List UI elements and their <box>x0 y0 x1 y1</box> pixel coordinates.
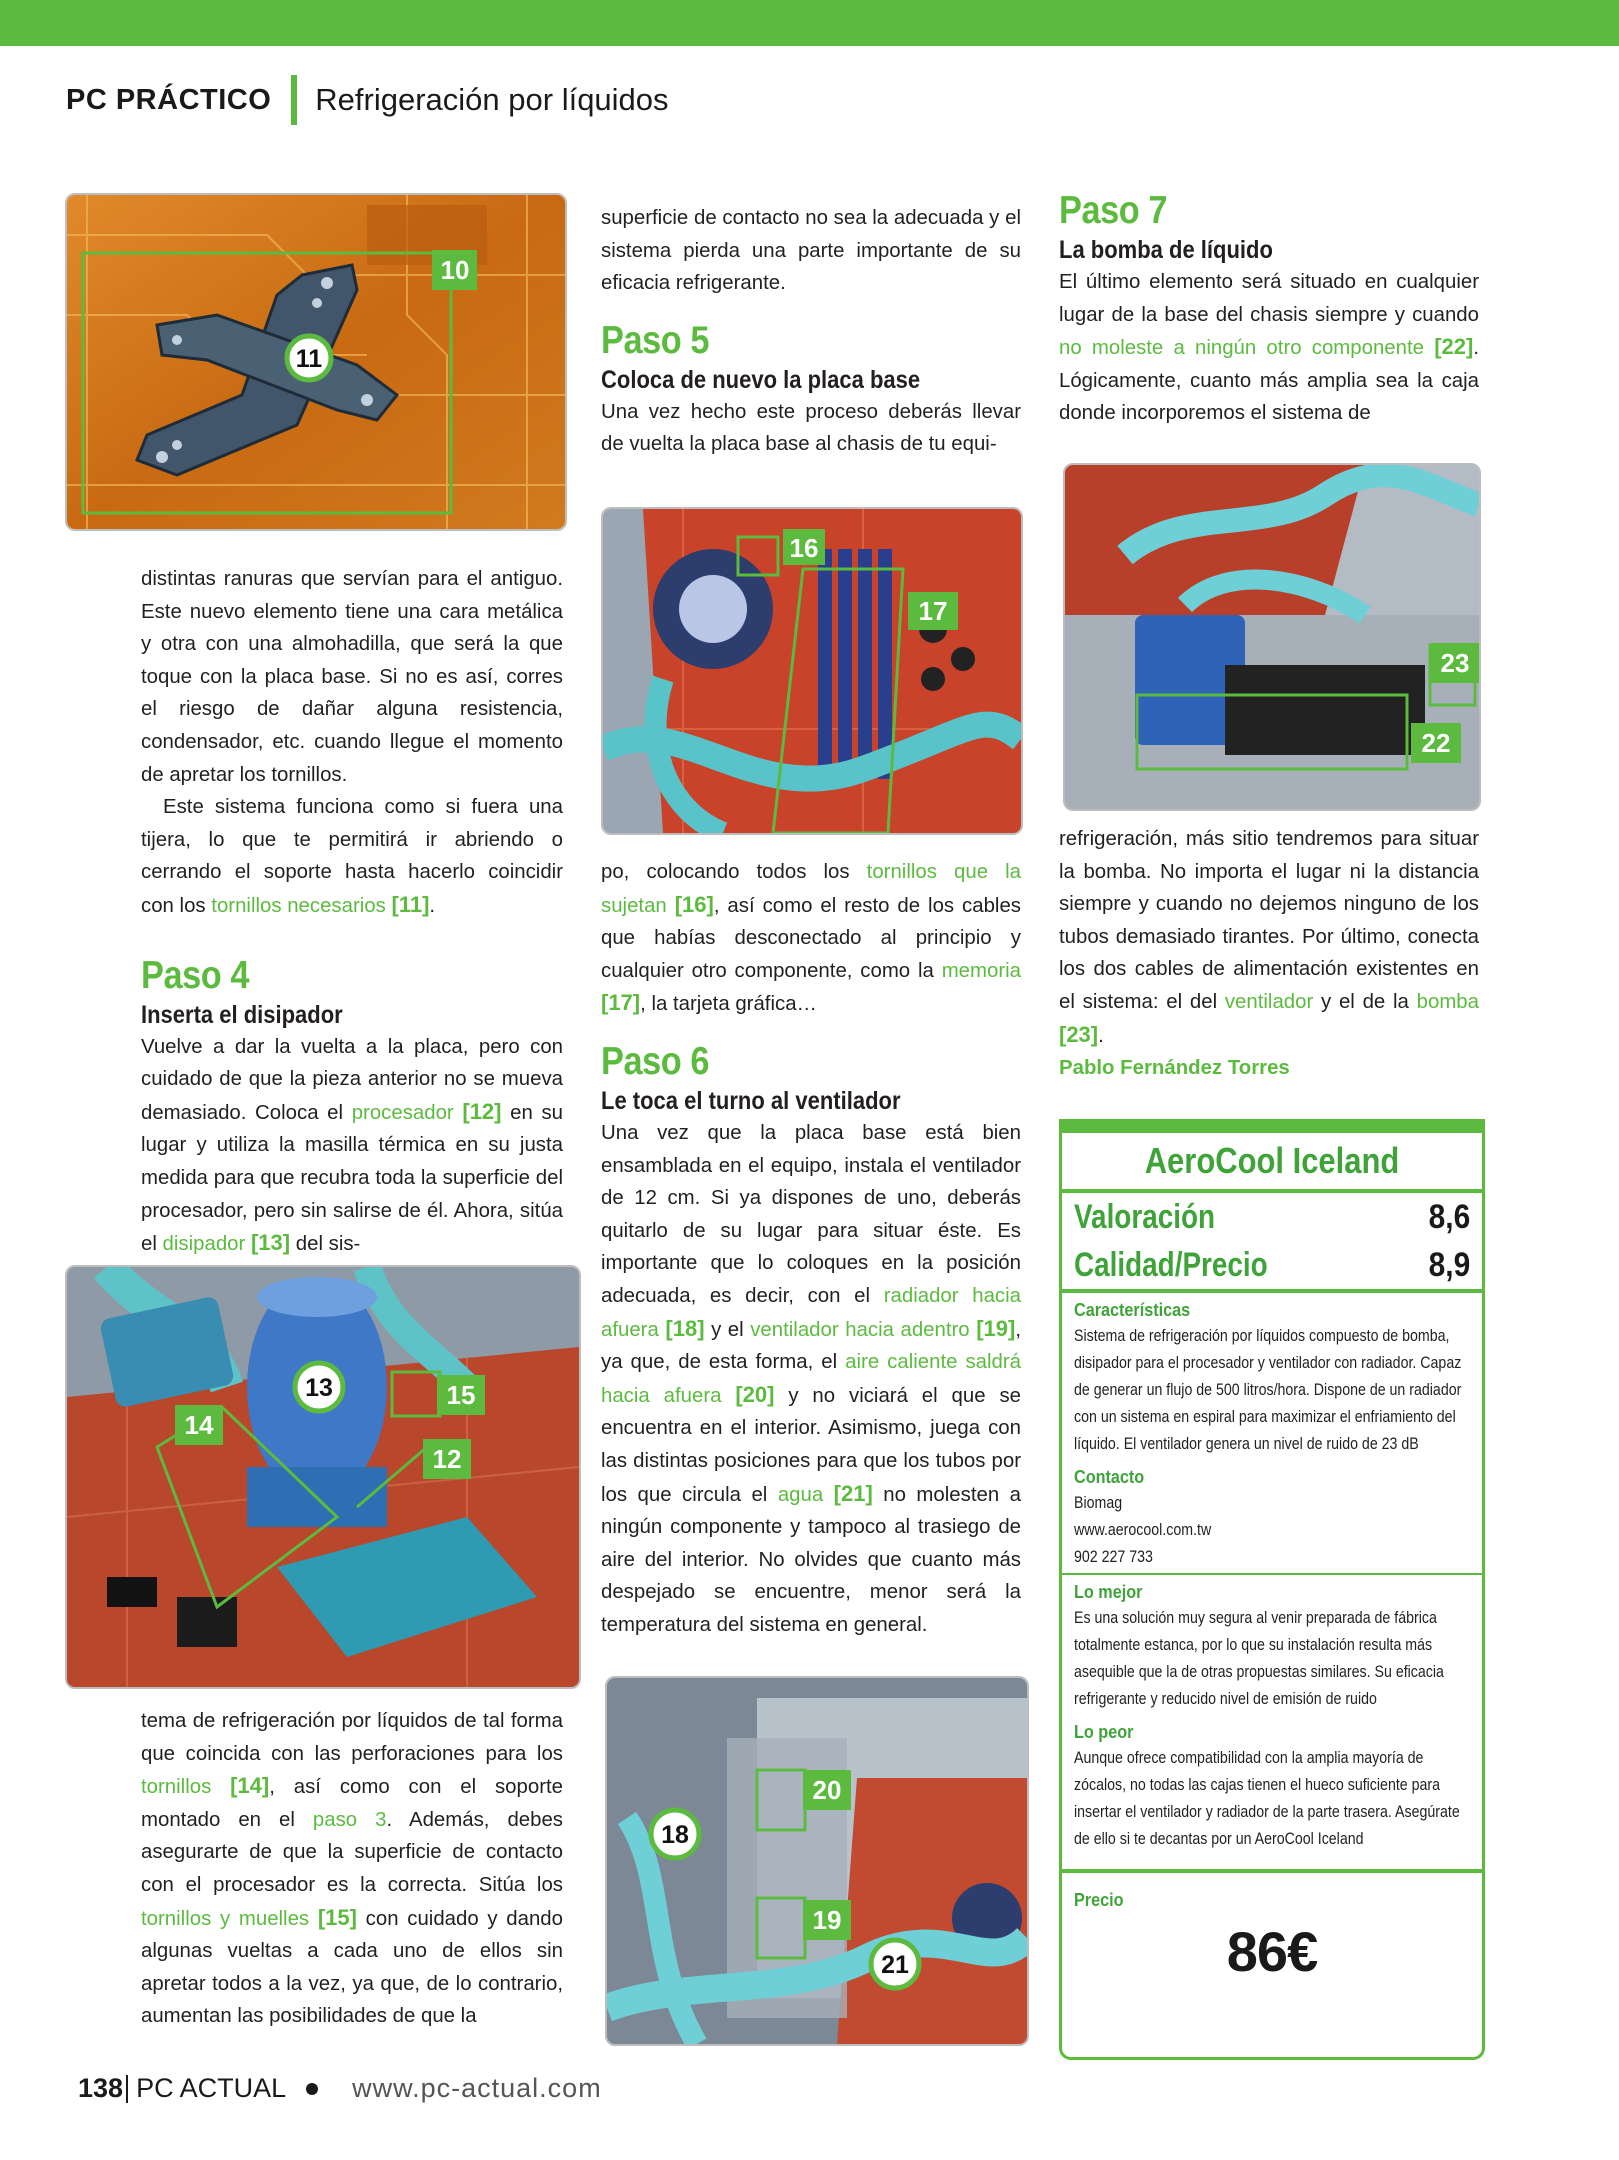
contact-section <box>1062 1460 1482 1573</box>
column-3-lower <box>1059 823 1479 1085</box>
paragraph: Vuelve a dar la vuelta a la placa, pero con cuidado de que la pieza anterior no se mueva demasiado. Coloca el procesador [12] en su lugar y utiliza la masilla térmica en su justa medida para que recubra toda la superficie del procesador, pero sin salirse de él. Ahora, sitúa el disipador [13] del sis- <box>141 1035 564 1256</box>
paragraph: Una vez que la placa base está bien ensamblada en el equipo, instala el ventilador de 12 cm. Si ya dispones de uno, deberás quitarlo de su lugar para situar éste. Es importante que lo coloques en la posición adecuada, es decir, con el radiador hacia afuera [18] y el ventilador hacia adentro [19], ya que, de esta forma, el aire caliente saldrá hacia afuera [20] y no viciará el que se encuentra en el interior. Asimismo, juega con las distintas posiciones para que los tubos por los que circula el agua [21] no molesten a ningún componente y tampoco al trasiego de aire del interior. No olvides que cuanto más despejado se encuentre, menor será la temperatura del sistema en general. <box>601 1121 1022 1636</box>
step-7-subtitle: La bomba de líquido <box>1059 236 1273 264</box>
photo-tag: 20 <box>812 1775 842 1805</box>
photo-tag: 10 <box>440 255 470 285</box>
rating-label: Valoración <box>1074 1198 1216 1236</box>
article-topic: Refrigeración por líquidos <box>315 82 669 117</box>
features-text: Sistema de refrigeración por líquidos compuesto de bomba, disipador para el procesador y ventilador con radiador. Capaz de generar un flujo de 500 litros/hora. Dispone de un radiador con un sistema en espiral para maximizar el enfriamiento del líquido. El ventilador genera un nivel de ruido de 23 dB <box>1074 1327 1462 1453</box>
photo-tag: 13 <box>305 1374 333 1402</box>
page-header <box>66 78 669 122</box>
contact-company: Biomag <box>1074 1494 1123 1512</box>
step-4-title: Paso 4 <box>141 953 250 997</box>
product-name: AeroCool Iceland <box>1144 1140 1400 1181</box>
paragraph: Este sistema funciona como si fuera una tijera, lo que te permitirá ir abriendo o cerrando el soporte hasta hacerlo coincidir con los tornillos necesarios [11]. <box>141 796 563 917</box>
best-title: Lo mejor <box>1074 1582 1143 1602</box>
step-4-subtitle: Inserta el disipador <box>141 1000 343 1029</box>
step-5-subtitle: Coloca de nuevo la placa base <box>601 365 921 394</box>
price-value: 86€ <box>1226 1920 1318 1983</box>
step-5-title: Paso 5 <box>601 318 710 362</box>
column-2-middle <box>601 856 1021 1641</box>
product-box <box>1059 1119 1485 2060</box>
price-section <box>1062 1873 1482 1986</box>
column-1-upper <box>141 563 563 1261</box>
photo-tag: 21 <box>881 1951 909 1979</box>
photo-tag: 23 <box>1440 648 1470 678</box>
photo-tag: 16 <box>789 533 819 563</box>
footer-divider <box>126 2075 128 2103</box>
paragraph: po, colocando todos los tornillos que la sujetan [16], así como el resto de los cables que habías desconectado al principio y cualquier otro componente, como la memoria [17], la tarjeta gráfica… <box>601 861 1022 1016</box>
page-footer <box>78 2073 602 2104</box>
photo-tag: 19 <box>812 1905 842 1935</box>
paragraph: tema de refrigeración por líquidos de tal forma que coincida con las perforaciones para los tornillos [14], así como con el soporte montado en el paso 3. Además, debes asegurarte de que la superficie de contacto con el procesador es la correcta. Sitúa los tornillos y muelles [15] con cuidado y dando algunas vueltas a cada uno de ellos sin apretar todos a la vez, ya que, de lo contrario, aumentan las posibilidades de que la <box>141 1710 563 2028</box>
header-divider <box>291 75 297 125</box>
magazine-url: www.pc-actual.com <box>352 2073 602 2103</box>
photo-tag: 11 <box>295 345 323 373</box>
photo-tag: 18 <box>661 1821 689 1849</box>
contact-phone: 902 227 733 <box>1074 1548 1153 1566</box>
step-6-subtitle: Le toca el turno al ventilador <box>601 1086 901 1115</box>
contact-title: Contacto <box>1074 1467 1145 1487</box>
rating-row <box>1062 1193 1482 1241</box>
page-number: 138 <box>78 2073 124 2103</box>
step-7-title: Paso 7 <box>1059 189 1168 232</box>
photo-tag: 17 <box>918 596 948 626</box>
step-6-title: Paso 6 <box>601 1039 710 1083</box>
paragraph: El último elemento será situado en cualquier lugar de la base del chasis siempre y cuando no moleste a ningún otro componente [22]. Lógicamente, cuanto más amplia sea la caja donde incorporemos el sistema de <box>1059 271 1479 425</box>
features-section <box>1062 1293 1482 1460</box>
paragraph: superficie de contacto no sea la adecuada y el sistema pierda una parte importante de su eficacia refrigerante. <box>601 207 1021 295</box>
paragraph: refrigeración, más sitio tendremos para situar la bomba. No importa el lugar ni la distancia siempre y cuando no dejemos ninguno de los tubos demasiado tirantes. Por último, conecta los dos cables de alimentación existentes en el sistema: el del ventilador y el de la bomba [23]. <box>1059 828 1479 1047</box>
paragraph: distintas ranuras que servían para el antiguo. Este nuevo elemento tiene una cara metálica y otra con una almohadilla, que será la que toque con la placa base. Si no es así, corres el riesgo de dañar alguna resistencia, condensador, etc. cuando llegue el momento de apretar los tornillos. <box>141 568 563 786</box>
quality-price-row <box>1062 1241 1482 1289</box>
best-text: Es una solución muy segura al venir preparada de fábrica totalmente estanca, por lo que su instalación resulta más asequible que la de otras propuestas similares. Su eficacia refrigerante y reducido nivel de emisión de ruido <box>1074 1609 1444 1708</box>
price-title: Precio <box>1074 1890 1124 1910</box>
worst-title: Lo peor <box>1074 1722 1134 1742</box>
features-title: Características <box>1074 1300 1191 1320</box>
rating-value: 8,6 <box>1428 1198 1470 1236</box>
column-3-upper <box>1059 190 1479 430</box>
contact-website: www.aerocool.com.tw <box>1074 1521 1212 1539</box>
top-accent-bar <box>0 0 1619 46</box>
photo-heatsink <box>65 1265 581 1689</box>
photo-tag: 15 <box>446 1380 476 1410</box>
photo-tag: 22 <box>1421 728 1451 758</box>
photo-fan <box>605 1676 1029 2046</box>
best-section <box>1062 1575 1482 1715</box>
bullet-icon <box>306 2083 318 2095</box>
photo-motherboard <box>601 507 1023 835</box>
photo-tag: 12 <box>432 1444 462 1474</box>
author: Pablo Fernández Torres <box>1059 1057 1290 1080</box>
quality-price-value: 8,9 <box>1428 1246 1470 1284</box>
column-2-upper <box>601 202 1021 461</box>
section-label: PC PRÁCTICO <box>66 83 272 116</box>
photo-pump <box>1063 463 1481 811</box>
magazine-name: PC ACTUAL <box>136 2073 287 2103</box>
worst-text: Aunque ofrece compatibilidad con la amplia mayoría de zócalos, no todas las cajas tienen el hueco suficiente para insertar el ventilador y radiador de la parte trasera. Asegúrate de ello si te decantas por un AeroCool Iceland <box>1074 1749 1460 1848</box>
photo-tag: 14 <box>184 1410 214 1440</box>
quality-price-label: Calidad/Precio <box>1074 1246 1268 1284</box>
worst-section <box>1062 1715 1482 1855</box>
paragraph: Una vez hecho este proceso deberás llevar de vuelta la placa base al chasis de tu equi- <box>601 400 1021 456</box>
column-1-lower <box>141 1705 563 2033</box>
photo-bracket <box>65 193 567 531</box>
